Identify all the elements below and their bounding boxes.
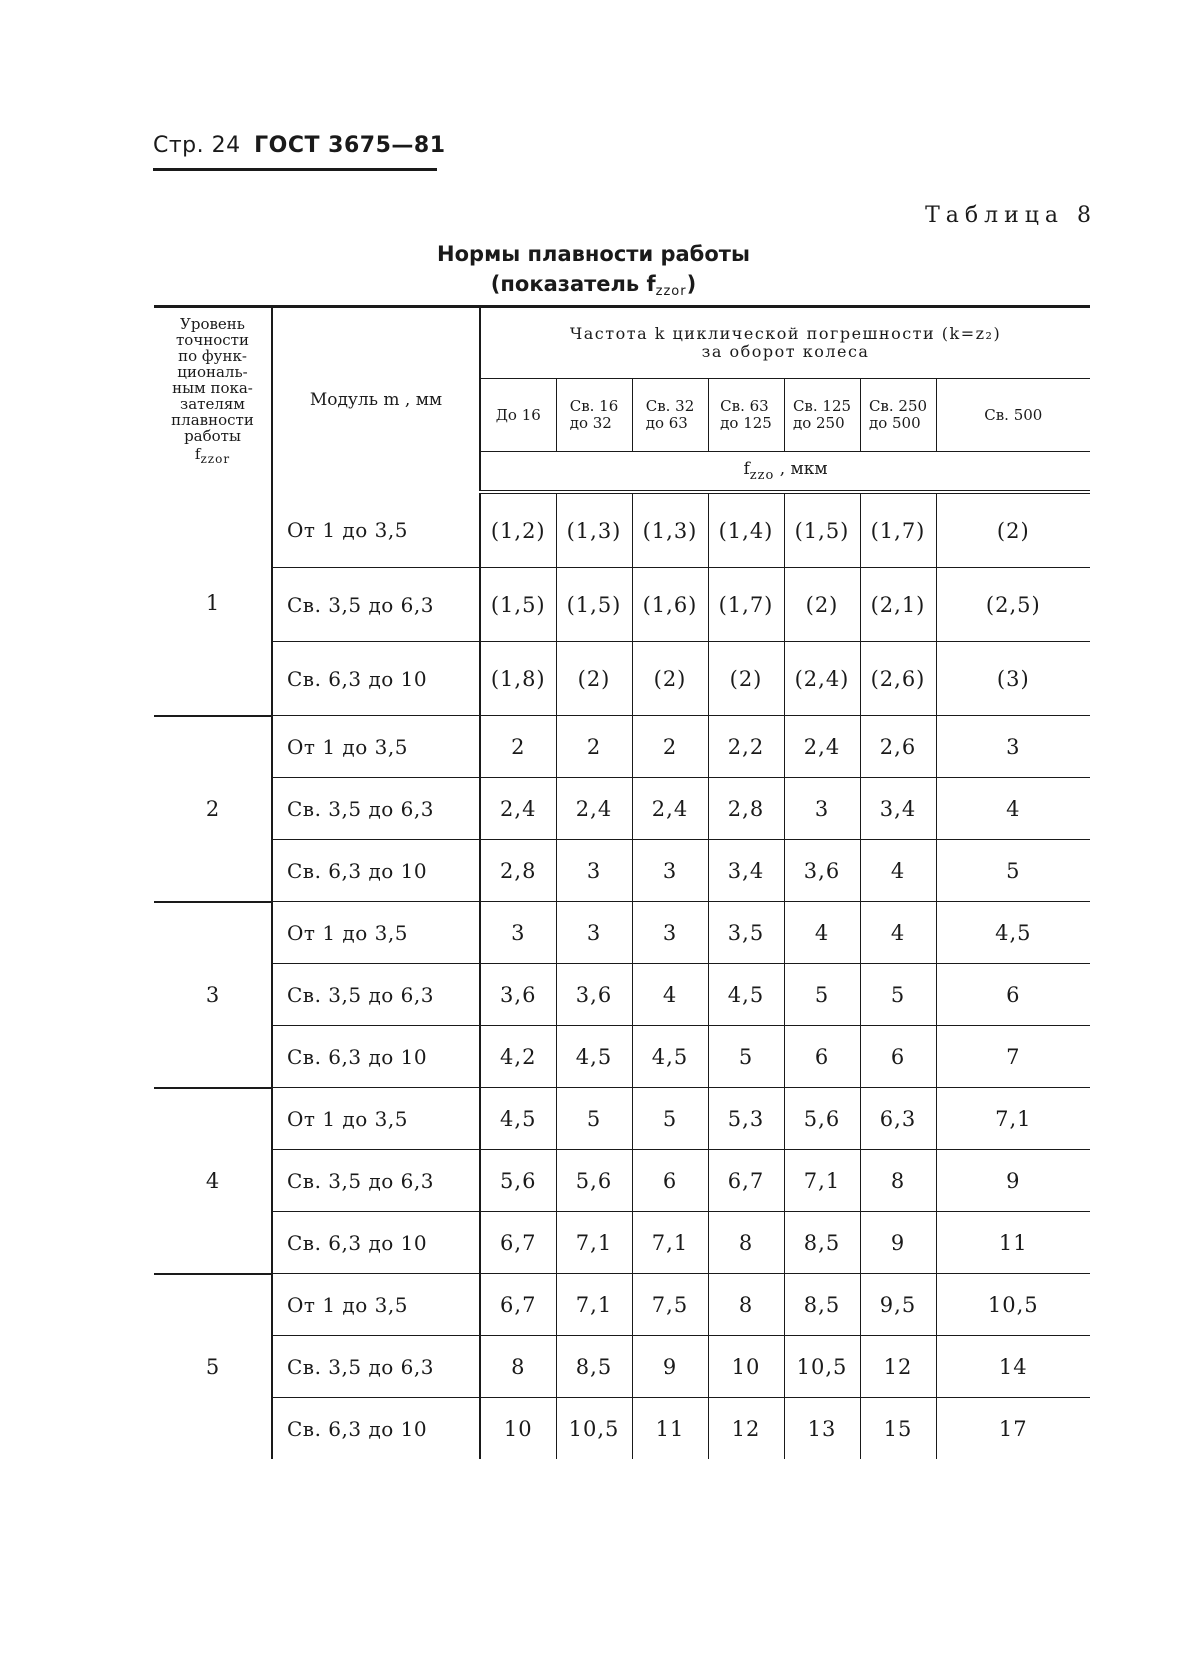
accuracy-level-cell: 3 <box>154 902 272 1088</box>
value-cell: 8 <box>708 1212 784 1274</box>
value-cell: 17 <box>998 1416 1028 1441</box>
band-label-line2: до 500 <box>868 414 921 432</box>
band-header <box>936 379 1090 452</box>
value-cell: 6 <box>936 964 1090 1026</box>
band-label-line1: Св. 125 <box>792 397 852 415</box>
band-label-line1: До 16 <box>495 405 541 424</box>
table-body <box>154 492 1090 1459</box>
value-cell: 4 <box>632 964 708 1026</box>
table-row <box>154 492 1090 568</box>
value-cell: 2,4 <box>556 778 632 840</box>
value-cell: 4 <box>860 902 936 964</box>
level-header-line: работы <box>184 427 241 445</box>
unit-header <box>480 452 1090 493</box>
table-row <box>154 568 1090 642</box>
value-cell: 7,1 <box>632 1212 708 1274</box>
value-cell: 11 <box>632 1398 708 1460</box>
value-cell: 3,6 <box>556 964 632 1026</box>
value-cell: 3,4 <box>708 840 784 902</box>
value-cell: (2) <box>784 568 860 642</box>
value-cell: 4,5 <box>632 1026 708 1088</box>
level-symbol-subscript: zzor <box>200 452 231 466</box>
value-cell: 3 <box>784 778 860 840</box>
page-label: Стр. 24 <box>153 133 241 158</box>
value-cell: 3,5 <box>708 902 784 964</box>
value-cell: 7 <box>936 1026 1090 1088</box>
value-cell: 4 <box>936 778 1090 840</box>
value-cell: (1,2) <box>480 492 556 568</box>
norms-table <box>154 305 1090 1459</box>
value-cell: 3 <box>632 902 708 964</box>
value-cell: (2,4) <box>784 642 860 716</box>
band-label-line1: Св. 500 <box>984 405 1043 424</box>
value-cell: 4,5 <box>708 964 784 1026</box>
level-header-line: плавности <box>171 411 254 429</box>
value-cell: 11 <box>936 1212 1090 1274</box>
unit-subscript: zzo <box>749 468 775 483</box>
accuracy-level-cell: 2 <box>154 716 272 902</box>
module-range-cell: От 1 до 3,5 <box>272 902 480 964</box>
module-range-cell: От 1 до 3,5 <box>272 492 480 568</box>
value-cell: 6 <box>632 1150 708 1212</box>
module-range-cell: Св. 3,5 до 6,3 <box>272 964 480 1026</box>
value-cell: 5 <box>936 840 1090 902</box>
value-cell: 5,6 <box>784 1088 860 1150</box>
module-range-cell: Св. 6,3 до 10 <box>272 642 480 716</box>
table-row <box>154 1150 1090 1212</box>
value-cell: 6,7 <box>708 1150 784 1212</box>
value-cell: 2,4 <box>784 716 860 778</box>
table-row <box>154 964 1090 1026</box>
band-label-line2: до 63 <box>645 414 688 432</box>
value-cell: 9,5 <box>860 1274 936 1336</box>
value-cell: 5 <box>860 964 936 1026</box>
value-cell: 10,5 <box>556 1398 632 1460</box>
value-cell: (1,5) <box>480 568 556 642</box>
value-cell: 2 <box>480 716 556 778</box>
value-cell: 12 <box>708 1398 784 1460</box>
value-cell: 10,5 <box>784 1336 860 1398</box>
header-rule <box>153 168 437 171</box>
level-header-line: ным пока- <box>172 379 253 397</box>
band-header <box>784 379 860 452</box>
table-number: Таблица 8 <box>925 203 1097 228</box>
band-label <box>869 398 927 432</box>
value-cell: 5,6 <box>556 1150 632 1212</box>
value-cell: 8 <box>708 1274 784 1336</box>
value-cell: 2 <box>632 716 708 778</box>
band-label <box>646 398 695 432</box>
value-cell: 2,4 <box>632 778 708 840</box>
value-cell: 7,1 <box>556 1274 632 1336</box>
module-range-cell: Св. 3,5 до 6,3 <box>272 1336 480 1398</box>
value-cell: 2,2 <box>708 716 784 778</box>
level-header-text <box>154 316 271 444</box>
level-header-symbol <box>154 446 271 467</box>
value-cell: 8,5 <box>784 1212 860 1274</box>
module-range-cell: Св. 6,3 до 10 <box>272 1026 480 1088</box>
value-cell: 9 <box>936 1150 1090 1212</box>
band-label-line1: Св. 250 <box>868 397 928 415</box>
value-cell: (2,5) <box>936 568 1090 642</box>
module-range-cell: Св. 6,3 до 10 <box>272 1212 480 1274</box>
level-header-line: циональ- <box>177 363 248 381</box>
level-header-line: точности <box>176 331 249 349</box>
module-range-cell: Св. 3,5 до 6,3 <box>272 568 480 642</box>
value-cell: 8,5 <box>556 1336 632 1398</box>
band-header <box>480 379 556 452</box>
table-row <box>154 1026 1090 1088</box>
value-cell: 2 <box>556 716 632 778</box>
band-label-line1: Св. 32 <box>645 397 695 415</box>
band-label <box>984 407 1042 424</box>
table-row <box>154 902 1090 964</box>
table-row <box>154 1398 1090 1460</box>
page-header <box>153 133 446 158</box>
value-cell: 2,8 <box>480 840 556 902</box>
band-header <box>708 379 784 452</box>
table-row <box>154 840 1090 902</box>
band-header <box>632 379 708 452</box>
value-cell: 12 <box>860 1336 936 1398</box>
module-range-cell: Св. 6,3 до 10 <box>272 1398 480 1460</box>
table-subtitle <box>0 272 1187 299</box>
value-cell: (2,1) <box>860 568 936 642</box>
value-cell: 3 <box>556 840 632 902</box>
value-cell: 14 <box>936 1336 1090 1398</box>
value-cell: (1,5) <box>784 492 860 568</box>
value-cell: (1,6) <box>632 568 708 642</box>
value-cell: (2) <box>632 642 708 716</box>
subtitle-subscript: zzor <box>655 284 687 299</box>
value-cell: 4,2 <box>480 1026 556 1088</box>
value-cell: (2,6) <box>860 642 936 716</box>
band-label <box>720 398 772 432</box>
value-cell: 10 <box>480 1398 556 1460</box>
value-cell: 4 <box>860 840 936 902</box>
value-cell: 8 <box>480 1336 556 1398</box>
frequency-header-line1: Частота k циклической погрешности (k=z₂) <box>569 324 1002 343</box>
value-cell: 4,5 <box>556 1026 632 1088</box>
accuracy-level-cell: 4 <box>154 1088 272 1274</box>
accuracy-level-cell: 1 <box>154 492 272 716</box>
module-range-cell: От 1 до 3,5 <box>272 1274 480 1336</box>
value-cell: 5 <box>708 1026 784 1088</box>
level-header-line: зателям <box>180 395 245 413</box>
value-cell: 3,6 <box>480 964 556 1026</box>
value-cell: 7,1 <box>784 1150 860 1212</box>
table-row <box>154 1212 1090 1274</box>
module-range-cell: От 1 до 3,5 <box>272 1088 480 1150</box>
table-row <box>154 778 1090 840</box>
value-cell: 8 <box>860 1150 936 1212</box>
standard-number: ГОСТ 3675—81 <box>254 133 446 158</box>
table-title: Нормы плавности работы <box>437 242 750 266</box>
value-cell: 4,5 <box>480 1088 556 1150</box>
value-cell: 7,1 <box>936 1088 1090 1150</box>
value-cell: 3 <box>632 840 708 902</box>
value-cell: 6 <box>784 1026 860 1088</box>
value-cell: (1,7) <box>860 492 936 568</box>
level-column-header <box>154 307 272 493</box>
table-row <box>154 1336 1090 1398</box>
module-range-cell: Св. 3,5 до 6,3 <box>272 1150 480 1212</box>
value-cell: (1,7) <box>708 568 784 642</box>
unit-symbol: f <box>743 459 750 479</box>
frequency-header <box>480 307 1090 379</box>
value-cell: 3 <box>556 902 632 964</box>
unit-suffix: , мкм <box>774 459 828 479</box>
band-label-line1: Св. 16 <box>569 397 619 415</box>
value-cell: 4,5 <box>936 902 1090 964</box>
value-cell: 6,7 <box>480 1212 556 1274</box>
value-cell: 3,4 <box>860 778 936 840</box>
table-row <box>154 642 1090 716</box>
value-cell: (3) <box>936 642 1090 716</box>
band-label-line1: Св. 63 <box>720 397 769 415</box>
module-column-header: Модуль m , мм <box>272 307 480 493</box>
frequency-header-line2: за оборот колеса <box>701 342 870 361</box>
value-cell: (2) <box>708 642 784 716</box>
value-cell: 9 <box>632 1336 708 1398</box>
band-label <box>570 398 619 432</box>
module-range-cell: От 1 до 3,5 <box>272 716 480 778</box>
level-header-line: Уровень <box>180 315 245 333</box>
value-cell: 9 <box>860 1212 936 1274</box>
module-range-cell: Св. 3,5 до 6,3 <box>272 778 480 840</box>
value-cell: 5 <box>784 964 860 1026</box>
value-cell: 6,3 <box>860 1088 936 1150</box>
value-cell: 5,6 <box>480 1150 556 1212</box>
value-cell: 2,6 <box>860 716 936 778</box>
module-range-cell: Св. 6,3 до 10 <box>272 840 480 902</box>
value-cell: 7,5 <box>632 1274 708 1336</box>
band-label-line2: до 250 <box>792 414 845 432</box>
value-cell: 15 <box>860 1398 936 1460</box>
band-header <box>860 379 936 452</box>
value-cell: 5 <box>632 1088 708 1150</box>
value-cell: 6,7 <box>480 1274 556 1336</box>
level-symbol: f <box>194 445 201 463</box>
table-row <box>154 716 1090 778</box>
band-label-line2: до 125 <box>720 414 772 432</box>
value-cell: (2) <box>556 642 632 716</box>
value-cell: 5,3 <box>708 1088 784 1150</box>
value-cell: (1,3) <box>632 492 708 568</box>
value-cell: 2,8 <box>708 778 784 840</box>
value-cell: 8,5 <box>784 1274 860 1336</box>
band-header <box>556 379 632 452</box>
band-label <box>496 407 541 424</box>
value-cell: 6 <box>860 1026 936 1088</box>
value-cell: (1,5) <box>556 568 632 642</box>
value-cell: 10,5 <box>936 1274 1090 1336</box>
value-cell: (2) <box>936 492 1090 568</box>
value-cell: 3 <box>936 716 1090 778</box>
value-cell: 3 <box>480 902 556 964</box>
value-cell: 7,1 <box>556 1212 632 1274</box>
subtitle-prefix: (показатель f <box>490 272 656 296</box>
value-cell: 2,4 <box>480 778 556 840</box>
band-label <box>793 398 851 432</box>
value-cell: 3,6 <box>784 840 860 902</box>
subtitle-suffix: ) <box>686 272 697 296</box>
value-cell: 5 <box>556 1088 632 1150</box>
value-cell: 4 <box>784 902 860 964</box>
value-cell: 10 <box>708 1336 784 1398</box>
level-header-line: по функ- <box>178 347 247 365</box>
accuracy-level-cell: 5 <box>154 1274 272 1460</box>
value-cell: 13 <box>784 1398 860 1460</box>
table-row <box>154 1088 1090 1150</box>
value-cell: (1,3) <box>556 492 632 568</box>
value-cell: (1,8) <box>480 642 556 716</box>
table-row <box>154 1274 1090 1336</box>
band-label-line2: до 32 <box>569 414 612 432</box>
value-cell: (1,4) <box>708 492 784 568</box>
